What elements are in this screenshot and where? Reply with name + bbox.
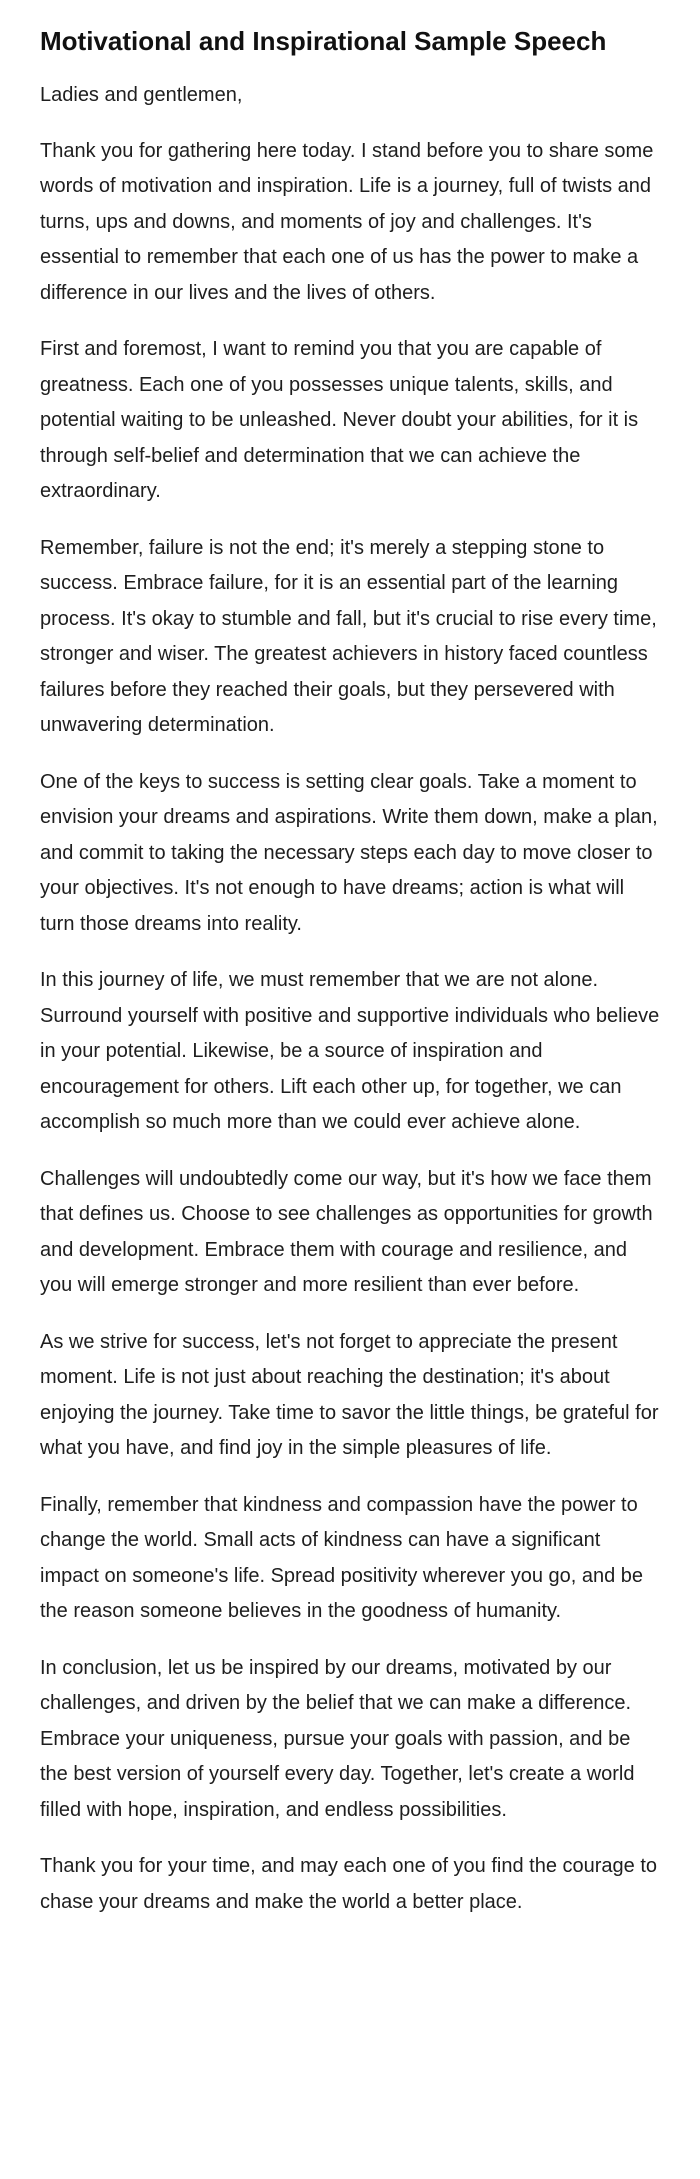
speech-paragraph-conclusion: In conclusion, let us be inspired by our dreams, motivated by our challenges, and driven by the belief that we can make a difference. Embrace your uniqueness, pursue your goals with passion, and be the best version of yourself every day. Together, let's create a world filled with hope, inspiration, and endless possibilities. — [40, 1656, 635, 1821]
speech-paragraph-challenges: Challenges will undoubtedly come our way, but it's how we face them that defines us. Choose to see challenges as opportunities for growth and development. Embrace them with courage and resilience, and you will emerge stronger and more resilient than ever before. — [40, 1167, 653, 1296]
speech-paragraph-introduction: Thank you for gathering here today. I stand before you to share some words of motivation and inspiration. Life is a journey, full of twists and turns, ups and downs, and moments of joy and challenges. It's essential to remember that each one of us has the power to make a difference in our lives and the lives of others. — [40, 139, 654, 304]
speech-paragraph-present-moment: As we strive for success, let's not forget to appreciate the present moment. Life is not just about reaching the destination; it's about enjoying the journey. Take time to savor the little things, be grateful for what you have, and find joy in the simple pleasures of life. — [40, 1330, 659, 1459]
page-title: Motivational and Inspirational Sample Speech — [40, 26, 607, 56]
speech-paragraph-greatness: First and foremost, I want to remind you that you are capable of greatness. Each one of you possesses unique talents, skills, and potential waiting to be unleashed. Never doubt your abilities, for it is through self-belief and determination that we can achieve the extraordinary. — [40, 338, 639, 502]
speech-greeting: Ladies and gentlemen, — [40, 84, 243, 106]
speech-paragraph-failure: Remember, failure is not the end; it's merely a stepping stone to success. Embrace failure, for it is an essential part of the learning process. It's okay to stumble and fall, but it's crucial to rise every time, stronger and wiser. The greatest achievers in history faced countless failures before they reached their goals, but they persevered with unwavering determination. — [40, 536, 657, 736]
speech-closing: Thank you for your time, and may each one of you find the courage to chase your dreams and make the world a better place. — [40, 1855, 658, 1913]
speech-paragraph-support: In this journey of life, we must remember that we are not alone. Surround yourself with positive and supportive individuals who believe in your potential. Likewise, be a source of inspiration and encouragement for others. Lift each other up, for together, we can accomplish so much more than we could ever achieve alone. — [40, 969, 660, 1133]
speech-paragraph-goals: One of the keys to success is setting clear goals. Take a moment to envision your dreams and aspirations. Write them down, make a plan, and commit to taking the necessary steps each day to move closer to your objectives. It's not enough to have dreams; action is what will turn those dreams into reality. — [40, 770, 658, 935]
speech-paragraph-kindness: Finally, remember that kindness and compassion have the power to change the world. Small acts of kindness can have a significant impact on someone's life. Spread positivity wherever you go, and be the reason someone believes in the goodness of humanity. — [40, 1493, 644, 1622]
